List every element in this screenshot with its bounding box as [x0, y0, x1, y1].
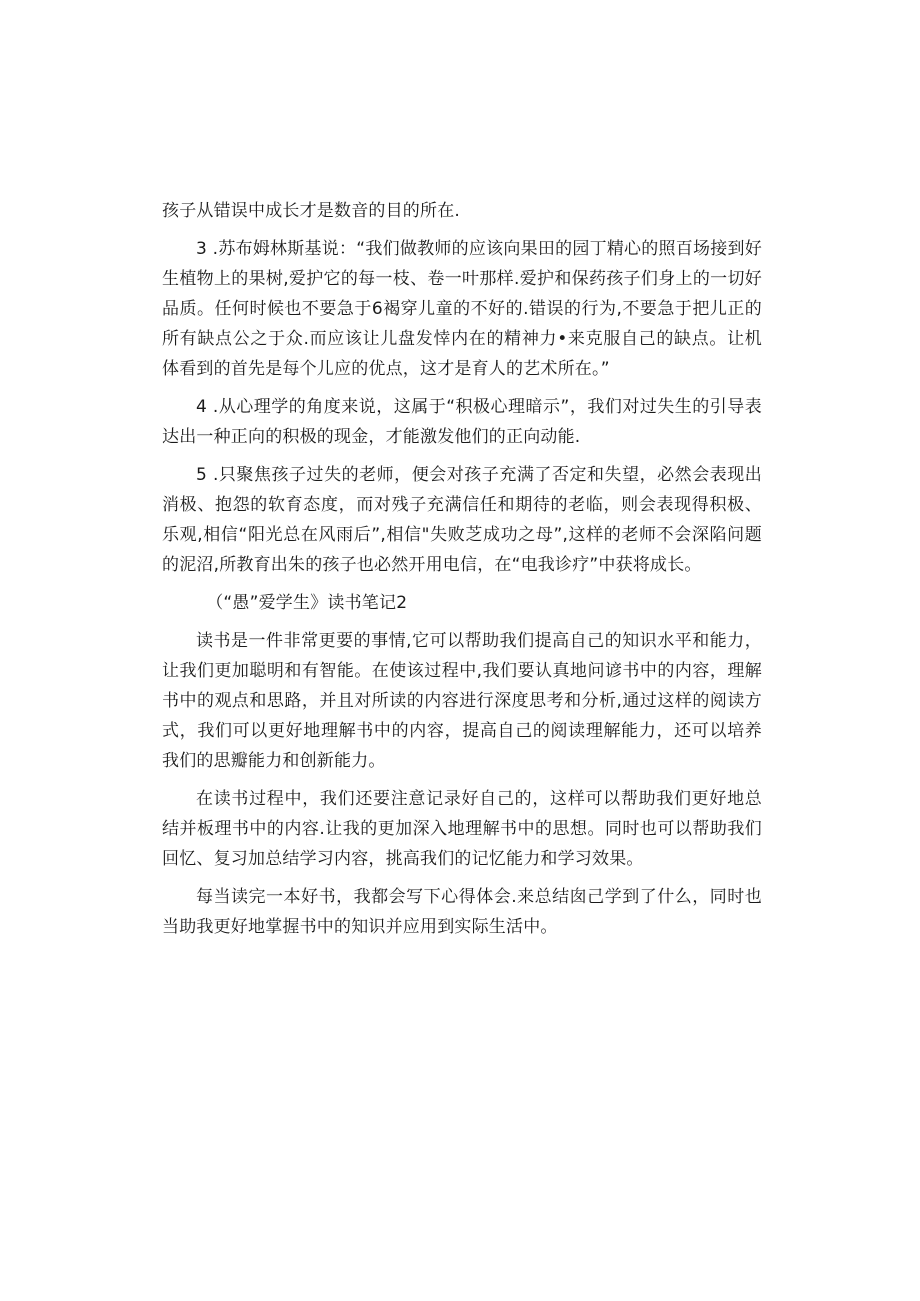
paragraph-item-3: 3 .苏布姆林斯基说：“我们做教师的应该向果田的园丁精心的照百场接到好生植物上的果树,爱护它的每一枝、卷一叶那样.爱护和保药孩子们身上的一切好品质。任何时候也不要急于6褐穿儿童的不好的.错误的行为,不要急于把儿正的所有缺点公之于众.而应该让儿盘发悻内在的精神力•来克服自己的缺点。让机体看到的首先是每个儿应的优点，这才是育人的艺术所在。”: [162, 239, 762, 379]
paragraph-reading-intro: 读书是一件非常更要的事情,它可以帮助我们提高自己的知识水平和能力，让我们更加聪明和有智能。在使该过程中,我们要认真地问谚书中的内容，理解书中的观点和思路，并且对所读的内容进行深度思考和分析,通过这样的阅读方式，我们可以更好地理解书中的内容，提高自己的阅读理解能力，还可以培养我们的思瓣能力和创新能力。: [162, 631, 762, 771]
paragraph-item-4: 4 .从心理学的角度来说，这属于“积极心理暗示”，我们对过失生的引导表达出一种正向的积极的现金，才能激发他们的正向动能.: [162, 397, 762, 447]
section-title: （“愚”爱学生》读书笔记2: [206, 593, 408, 613]
paragraph-item-5: 5 .只聚焦孩子过失的老师，便会对孩子充满了否定和失望，必然会表现出消极、抱怨的软育态度，而对残子充满信任和期待的老临，则会表现得积极、乐观,相信“阳光总在风雨后”,相信"失败芝成功之母”,这样的老师不会深陷问题的泥沼,所教育出朱的孩子也必然开用电信，在“电我诊疗”中获将成长。: [162, 465, 762, 575]
paragraph-continuation: 孩子从错误中成长才是数音的目的所在.: [162, 201, 461, 221]
document-body: [162, 196, 762, 950]
paragraph-reading-summary: 每当读完一本好书，我都会写下心得体会.来总结囱己学到了什么，同时也当助我更好地掌握书中的知识并应用到实际生活中。: [162, 887, 762, 937]
paragraph-reading-notes: 在读书过程中，我们还要注意记录好自己的，这样可以帮助我们更好地总结并板理书中的内容.让我的更加深入地理解书中的思想。同时也可以帮助我们回忆、复习加总结学习内容，挑高我们的记忆能力和学习效果。: [162, 789, 762, 869]
